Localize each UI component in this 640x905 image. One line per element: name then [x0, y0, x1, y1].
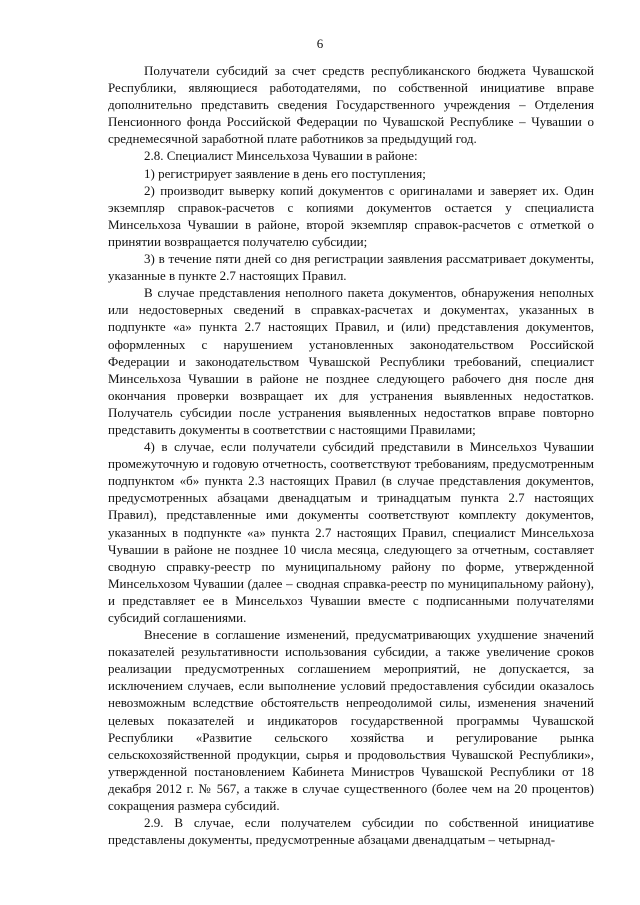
paragraph-2-8-heading: 2.8. Специалист Минсельхоза Чувашии в районе: — [144, 148, 418, 164]
paragraph-2-8-item-3: 3) в течение пяти дней со дня регистрации заявления рассматривает документы, указанные в пункте 2.7 настоящих Правил. — [108, 251, 594, 284]
paragraph-2-8-item-1: 1) регистрирует заявление в день его поступления; — [144, 165, 426, 181]
document-body — [108, 62, 594, 848]
paragraph-2-8-item-2: 2) производит выверку копий документов с оригиналами и заверяет их. Один экземпляр справок-расчетов с копиями документов остается у специалиста Минсельхоза Чувашии в районе, второй экземпляр справок-расчетов с отметкой о принятии возвращается получателю субсидии; — [108, 182, 594, 249]
paragraph-2-9: 2.9. В случае, если получателем субсидии по собственной инициативе представлены документы, предусмотренные абзацами двенадцатым – четырнад- — [108, 815, 594, 848]
page-number: 6 — [316, 36, 324, 51]
paragraph-pension-fund-info: Получатели субсидий за счет средств республиканского бюджета Чувашской Республики, являющиеся работодателями, по собственной инициативе вправе дополнительно представить сведения Государственного учреждения – Отделения Пенсионного фонда Российской Федерации по Чувашской Республике – Чувашии о среднемесячной заработной плате работников за предыдущий год. — [108, 63, 594, 147]
paragraph-agreement-changes: Внесение в соглашение изменений, предусматривающих ухудшение значений показателей результативности использования субсидии, а также увеличение сроков реализации предусмотренных соглашением мероприятий, не допускается, за исключением случаев, если выполнение условий предоставления субсидии оказалось невозможным вследствие обстоятельств непреодолимой силы, изменения значений целевых показателей и индикаторов государственной программы Чувашской Республики «Развитие сельского хозяйства и регулирование рынка сельскохозяйственной продукции, сырья и продовольствия Чувашской Республики», утвержденной постановлением Кабинета Министров Чувашской Республики от 18 декабря 2012 г. № 567, а также в случае существенного (более чем на 20 процентов) сокращения размера субсидий. — [108, 627, 594, 814]
paragraph-2-8-item-4: 4) в случае, если получатели субсидий представили в Минсельхоз Чувашии промежуточную и годовую отчетность, соответствуют требованиям, предусмотренным подпунктом «б» пункта 2.3 настоящих Правил (в случае представления документов, предусмотренных абзацами двенадцатым и тринадцатым пункта 2.7 настоящих Правил), представленные ими документы соответствуют комплекту документов, указанных в подпункте «а» пункта 2.7 настоящих Правил, специалист Минсельхоза Чувашии в районе не позднее 10 числа месяца, следующего за отчетным, составляет сводную справку-реестр по муниципальному району по форме, утвержденной Минсельхозом Чувашии (далее – сводная справка-реестр по муниципальному району), и представляет ее в Минсельхоз Чувашии вместе с подписанными получателями субсидий соглашениями. — [108, 439, 594, 625]
paragraph-incomplete-documents: В случае представления неполного пакета документов, обнаружения неполных или недостоверных сведений в справках-расчетах и документах, указанных в подпункте «а» пункта 2.7 настоящих Правил, и (или) представления документов, оформленных с нарушением установленных законодательством Российской Федерации и законодательством Чувашской Республики требований, специалист Минсельхоза Чувашии в районе не позднее следующего рабочего дня после дня окончания проверки возвращает их для устранения выявленных недостатков. Получатель субсидии после устранения выявленных недостатков вправе повторно представить документы в соответствии с настоящими Правилами; — [108, 285, 594, 437]
